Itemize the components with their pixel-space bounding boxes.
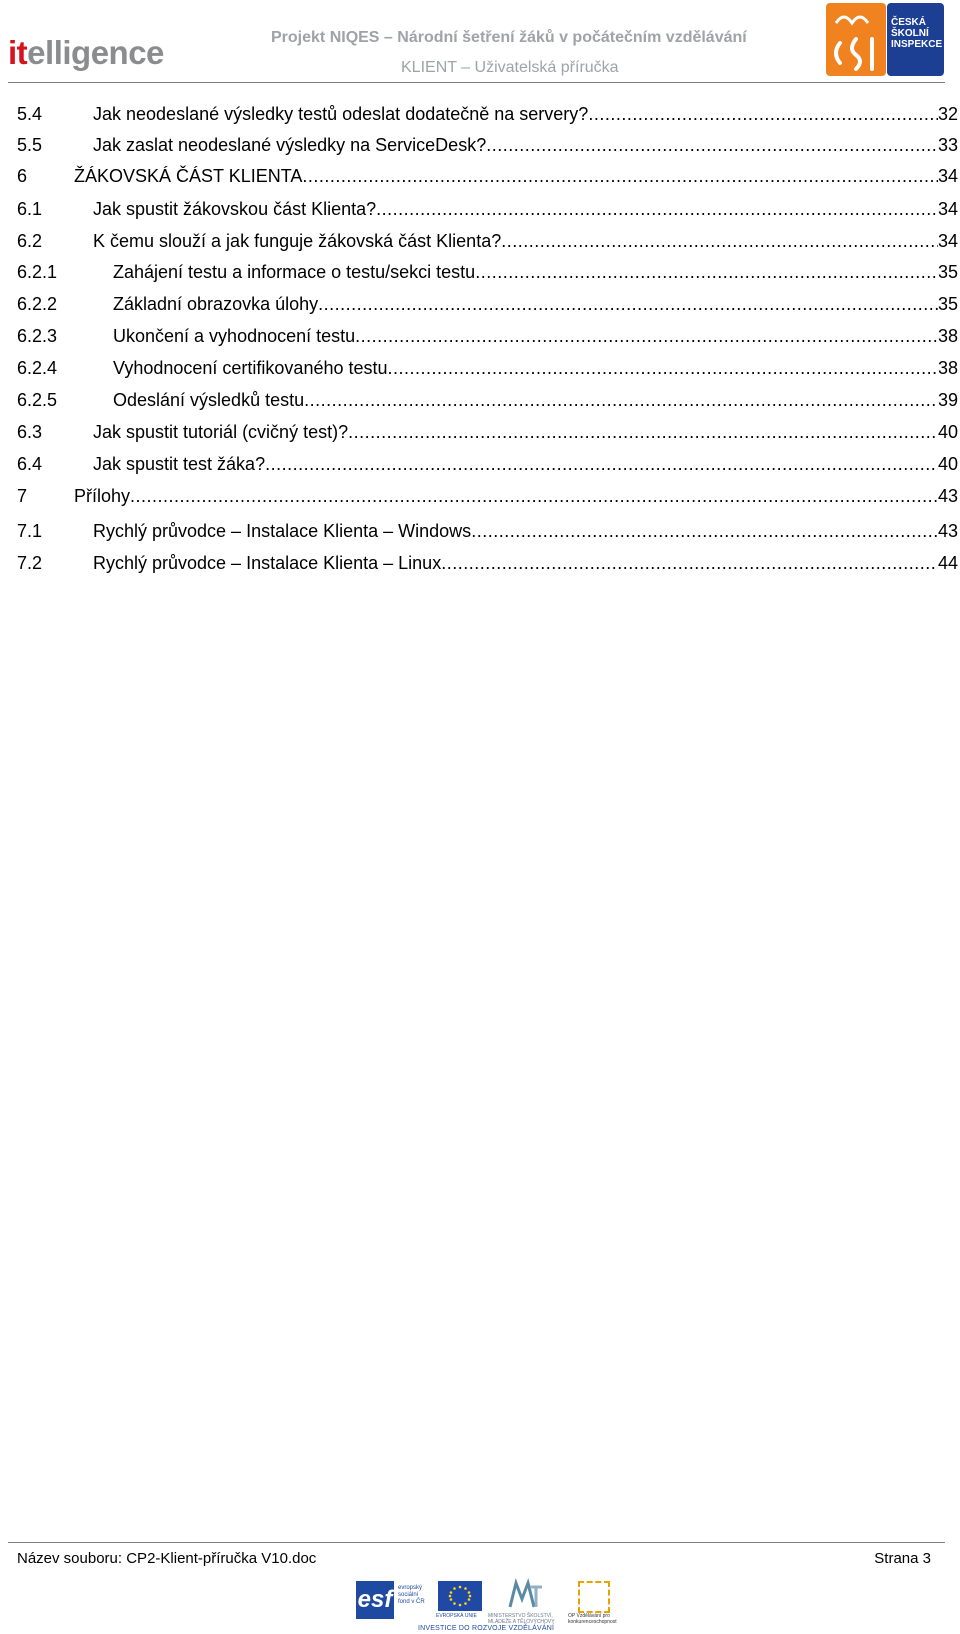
eu-logo-text: EVROPSKÁ UNIE (436, 1613, 477, 1619)
toc-title: K čemu slouží a jak funguje žákovská část Klienta? (93, 231, 502, 251)
toc-entry[interactable] (17, 160, 958, 193)
toc-entry[interactable] (17, 448, 958, 481)
toc-number: 6.1 (17, 199, 43, 219)
toc-entry[interactable] (17, 515, 958, 548)
esf-logo-text: evropský sociální fond v ČR (398, 1585, 425, 1605)
toc-title: Jak zaslat neodeslané výsledky na ServiceDesk? (93, 135, 487, 155)
investice-slogan: INVESTICE DO ROZVOJE VZDĚLÁVÁNÍ (418, 1625, 555, 1632)
toc-leader (265, 448, 938, 481)
logo-text-red: it (8, 34, 28, 71)
toc-page: 34 (937, 199, 958, 219)
toc-title: Odeslání výsledků testu (113, 390, 305, 410)
toc-leader (486, 129, 938, 162)
toc-title: Jak spustit žákovskou část Klienta? (93, 199, 377, 219)
esf-logo-mark: esf (356, 1581, 394, 1619)
toc-page: 38 (937, 358, 958, 378)
toc-number: 6.2.2 (17, 294, 58, 314)
toc-page: 38 (937, 326, 958, 346)
toc-entry[interactable] (17, 384, 958, 417)
header-subtitle: KLIENT – Uživatelská příručka (401, 59, 619, 76)
toc-entry[interactable] (17, 98, 958, 131)
header-title: Projekt NIQES – Národní šetření žáků v počátečním vzdělávání (271, 29, 747, 46)
header-divider (8, 82, 945, 83)
toc-title: Vyhodnocení certifikovaného testu (113, 358, 388, 378)
toc-leader (130, 480, 938, 513)
toc-entry[interactable] (17, 352, 958, 385)
toc-number: 6.4 (17, 454, 43, 474)
csi-logo (826, 3, 944, 76)
toc-number: 6.2 (17, 231, 43, 251)
toc-title: Zahájení testu a informace o testu/sekci testu (113, 262, 476, 282)
toc-page: 33 (937, 135, 958, 155)
toc-entry[interactable] (17, 225, 958, 258)
toc-entry[interactable] (17, 256, 958, 289)
msmt-logo (506, 1577, 546, 1613)
csi-logo-text (887, 3, 944, 76)
toc-entry[interactable] (17, 288, 958, 321)
toc-page: 34 (937, 166, 958, 186)
toc-leader (588, 98, 938, 131)
toc-page: 40 (937, 454, 958, 474)
toc-page: 43 (937, 486, 958, 506)
toc-title: Jak spustit tutoriál (cvičný test)? (93, 422, 349, 442)
toc-title: Ukončení a vyhodnocení testu (113, 326, 356, 346)
toc-page: 35 (937, 262, 958, 282)
footer-page-number: Strana 3 (874, 1550, 931, 1567)
toc-number: 6.2.1 (17, 262, 58, 282)
toc-number: 6.2.5 (17, 390, 58, 410)
footer-file-name: Název souboru: CP2-Klient-příručka V10.doc (17, 1550, 317, 1567)
toc-leader (318, 288, 938, 321)
toc-entry[interactable] (17, 320, 958, 353)
toc-leader (302, 160, 938, 193)
toc-number: 5.4 (17, 104, 43, 124)
toc-leader (471, 515, 938, 548)
toc-number: 7.1 (17, 521, 43, 541)
csi-line-1: ČESKÁ (891, 17, 927, 28)
csi-logo-mark (826, 3, 886, 76)
toc-title: Jak neodeslané výsledky testů odeslat dodatečně na servery? (93, 104, 589, 124)
toc-page: 35 (937, 294, 958, 314)
toc-page: 40 (937, 422, 958, 442)
toc-leader (501, 225, 938, 258)
toc-number: 7 (17, 486, 28, 506)
toc-number: 6.2.3 (17, 326, 58, 346)
toc-leader (355, 320, 938, 353)
toc-leader (388, 352, 938, 385)
toc-leader (304, 384, 938, 417)
toc-leader (376, 193, 938, 226)
funding-logos (356, 1575, 620, 1633)
toc-title: Rychlý průvodce – Instalace Klienta – Linux (93, 553, 442, 573)
page-header (0, 0, 960, 84)
toc-title: Rychlý průvodce – Instalace Klienta – Windows (93, 521, 472, 541)
toc-leader (441, 547, 938, 580)
toc-leader (348, 416, 938, 449)
toc-title: Přílohy (74, 486, 131, 506)
esf-logo (356, 1581, 428, 1621)
toc-entry[interactable] (17, 129, 958, 162)
toc-page: 44 (937, 553, 958, 573)
toc-number: 5.5 (17, 135, 43, 155)
footer-divider (8, 1542, 945, 1543)
toc-page: 39 (937, 390, 958, 410)
op-logo (578, 1581, 610, 1613)
toc-entry[interactable] (17, 480, 958, 513)
msmt-logo-text: MINISTERSTVO ŠKOLSTVÍ, MLÁDEŽE A TĚLOVÝCHOVY (488, 1613, 555, 1625)
eu-flag-icon (438, 1581, 482, 1611)
toc-entry[interactable] (17, 193, 958, 226)
toc-title: Jak spustit test žáka? (93, 454, 266, 474)
toc-page: 43 (937, 521, 958, 541)
toc-entry[interactable] (17, 416, 958, 449)
csi-line-3: INSPEKCE (891, 39, 943, 50)
toc-leader (475, 256, 938, 289)
toc-number: 7.2 (17, 553, 43, 573)
op-logo-text: OP Vzdělávání pro konkurenceschopnost (568, 1613, 617, 1625)
toc-number: 6.2.4 (17, 358, 58, 378)
toc-page: 32 (937, 104, 958, 124)
toc-number: 6.3 (17, 422, 43, 442)
logo-text-gray: elligence (27, 34, 164, 71)
toc-number: 6 (17, 166, 28, 186)
toc-page: 34 (937, 231, 958, 251)
csi-line-2: ŠKOLNÍ (891, 28, 929, 39)
itelligence-logo (8, 36, 164, 69)
toc-title: ŽÁKOVSKÁ ČÁST KLIENTA (74, 166, 303, 186)
toc-entry[interactable] (17, 547, 958, 580)
toc-title: Základní obrazovka úlohy (113, 294, 319, 314)
